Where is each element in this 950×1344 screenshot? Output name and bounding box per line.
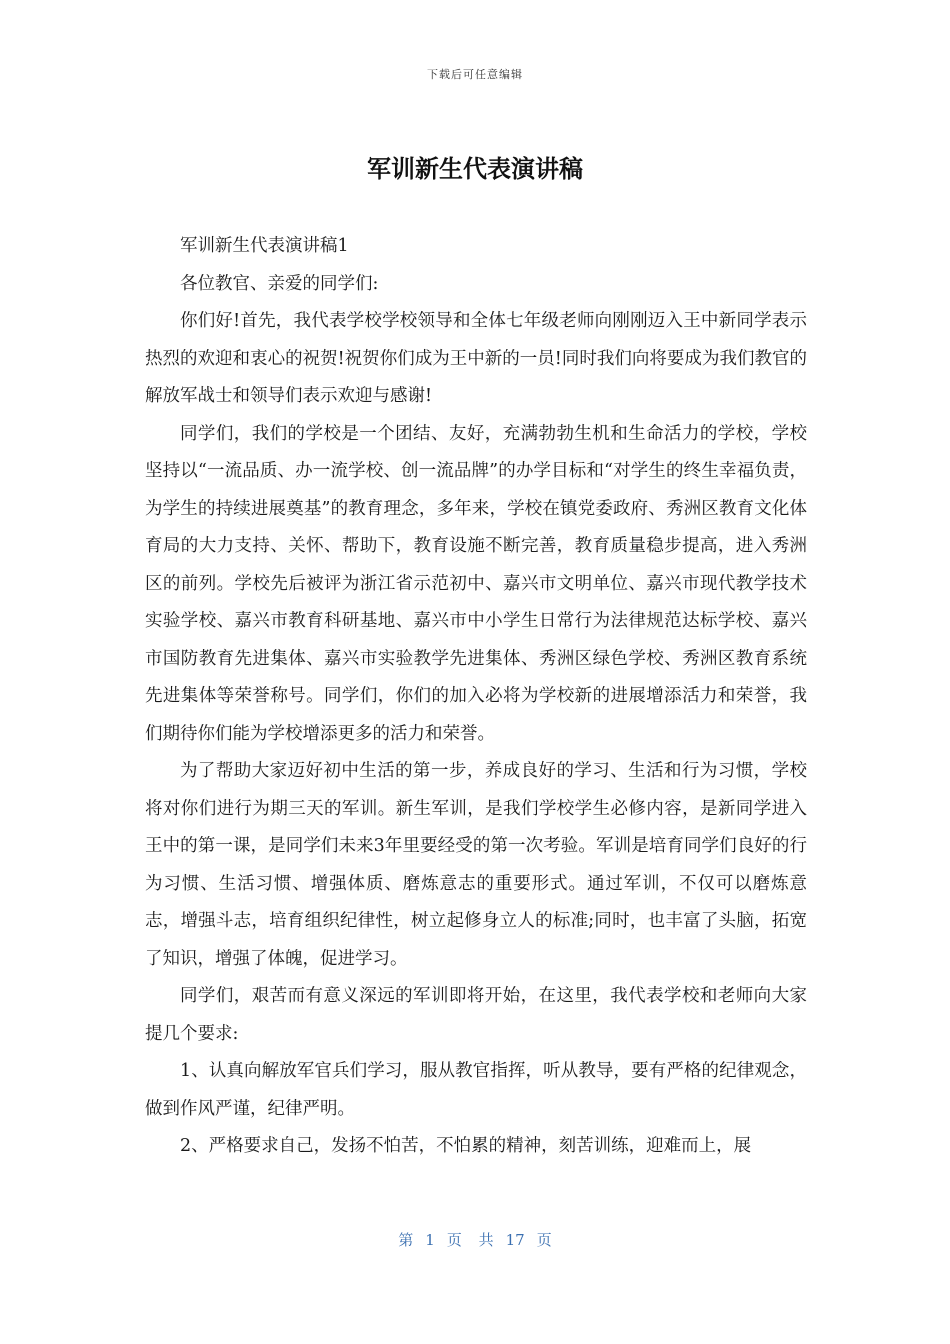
paragraph-welcome: 你们好!首先，我代表学校学校领导和全体七年级老师向刚刚迈入王中新同学表示热烈的欢迎和衷心的祝贺!祝贺你们成为王中新的一员!同时我们向将要成为我们教官的解放军战士和领导们表示欢迎与感谢! xyxy=(145,311,807,406)
document-title: 军训新生代表演讲稿 xyxy=(367,155,583,183)
page-current-number: 1 xyxy=(425,1231,435,1249)
paragraph-greeting: 各位教官、亲爱的同学们: xyxy=(180,273,379,294)
paragraph-school-intro: 同学们，我们的学校是一个团结、友好，充满勃勃生机和生命活力的学校，学校坚持以“一流品质、办一流学校、创一流品牌”的办学目标和“对学生的终生幸福负责，为学生的持续进展奠基”的教育理念，多年来，学校在镇党委政府、秀洲区教育文化体育局的大力支持、关怀、帮助下，教育设施不断完善，教育质量稳步提高，进入秀洲区的前列。学校先后被评为浙江省示范初中、嘉兴市文明单位、嘉兴市现代教学技术实验学校、嘉兴市教育科研基地、嘉兴市中小学生日常行为法律规范达标学校、嘉兴市国防教育先进集体、嘉兴市实验教学先进集体、秀洲区绿色学校、秀洲区教育系统先进集体等荣誉称号。同学们，你们的加入必将为学校新的进展增添活力和荣誉，我们期待你们能为学校增添更多的活力和荣誉。 xyxy=(145,423,807,744)
page-label-pre: 第 xyxy=(398,1231,414,1249)
document-body xyxy=(145,228,807,1166)
paragraph-requirements-intro: 同学们，艰苦而有意义深远的军训即将开始，在这里，我代表学校和老师向大家提几个要求: xyxy=(145,986,807,1044)
paragraph-requirement-2: 2、严格要求自己，发扬不怕苦，不怕累的精神，刻苦训练，迎难而上，展 xyxy=(180,1136,752,1156)
page-label-mid: 页 共 xyxy=(446,1231,494,1249)
page-header-note: 下载后可任意编辑 xyxy=(427,68,523,81)
paragraph-military-training: 为了帮助大家迈好初中生活的第一步，养成良好的学习、生活和行为习惯，学校将对你们进行为期三天的军训。新生军训，是我们学校学生必修内容，是新同学进入王中的第一课，是同学们未来3年里要经受的第一次考验。军训是培育同学们良好的行为习惯、生活习惯、增强体质、磨炼意志的重要形式。通过军训，不仅可以磨炼意志，增强斗志，培育组织纪律性，树立起修身立人的标准;同时，也丰富了头脑，拓宽了知识，增强了体魄，促进学习。 xyxy=(145,761,807,969)
paragraph-requirement-1: 1、认真向解放军官兵们学习，服从教官指挥，听从教导，要有严格的纪律观念，做到作风严谨，纪律严明。 xyxy=(145,1061,807,1119)
page-footer xyxy=(0,1229,950,1250)
page-label-post: 页 xyxy=(536,1231,552,1249)
paragraph-subtitle: 军训新生代表演讲稿1 xyxy=(180,236,349,256)
page-total-number: 17 xyxy=(505,1231,525,1249)
